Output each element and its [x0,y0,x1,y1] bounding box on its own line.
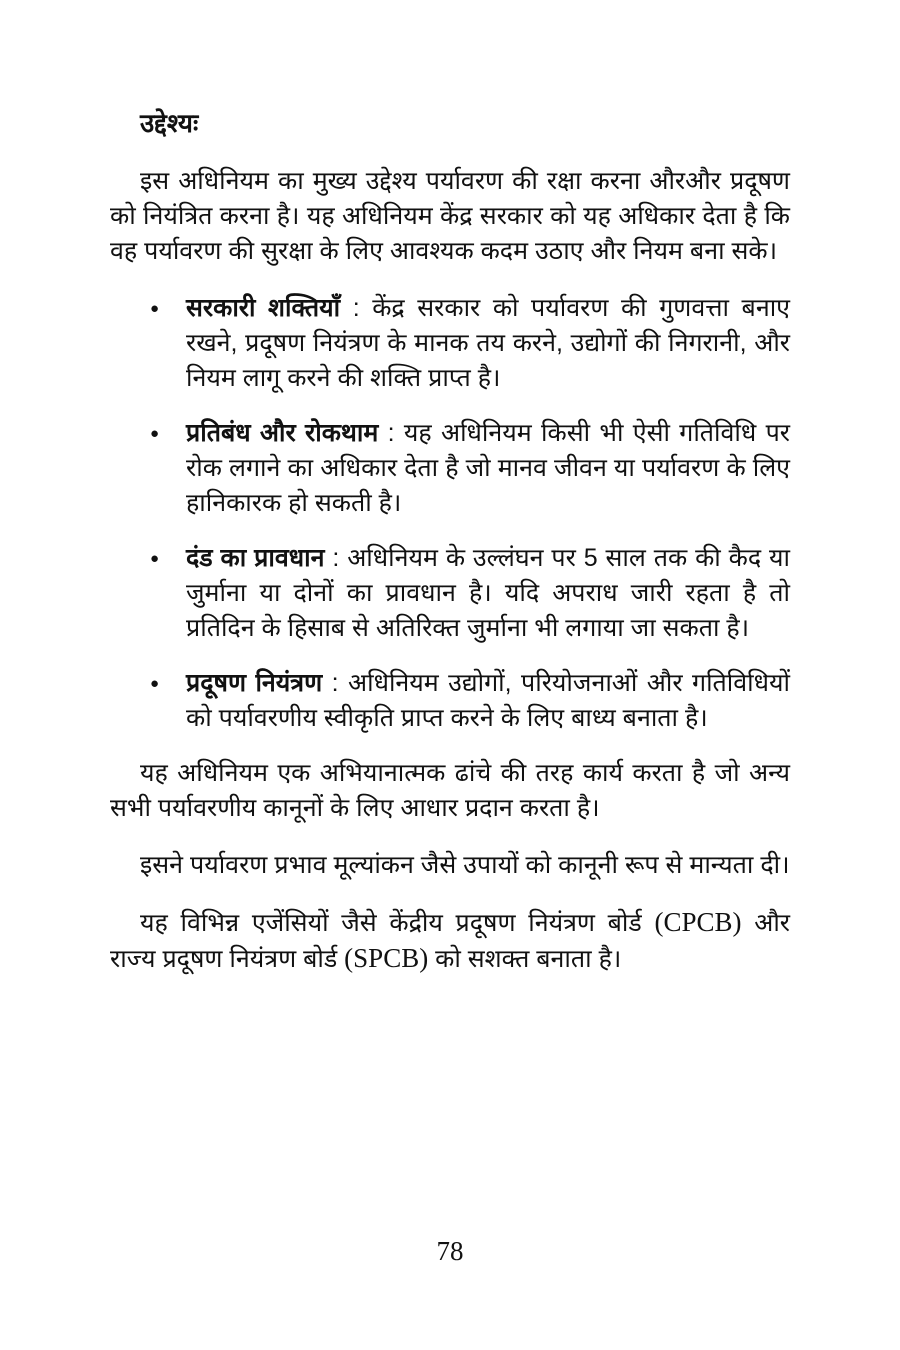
closing-text: और राज्य प्रदूषण नियंत्रण बोर्ड [110,909,790,973]
bullet-text: अधिनियम उद्योगों, परियोजनाओं और गतिविधियों को पर्यावरणीय स्वीकृति प्राप्त करने के लिए बाध्य बनाता है। [186,669,791,732]
body-paragraph: इसने पर्यावरण प्रभाव मूल्यांकन जैसे उपायों को कानूनी रूप से मान्यता दी। [140,851,790,879]
page-content [110,106,790,999]
bullet-separator: : [324,544,348,572]
bullet-term: दंड का प्रावधान [186,544,325,572]
spcb-abbreviation: (SPCB) [344,943,429,973]
bullet-icon: ● [150,675,160,692]
bullet-text: अधिनियम के उल्लंघन पर 5 साल तक की कैद या जुर्माना या दोनों का प्रावधान है। यदि अपराध जारी रहता है तो प्रतिदिन के हिसाब से अतिरिक्त जुर्माना भी लगाया जा सकता है। [186,544,790,642]
closing-paragraph [110,905,790,977]
bullet-separator: : [378,419,404,447]
bullet-term: प्रतिबंध और रोकथाम [186,419,379,447]
bullet-icon: ● [150,300,160,317]
intro-paragraph: इस अधिनियम का मुख्य उद्देश्य पर्यावरण की रक्षा करना औरऔर प्रदूषण को नियंत्रित करना है। यह अधिनियम केंद्र सरकार को यह अधिकार देता है कि वह पर्यावरण की सुरक्षा के लिए आवश्यक कदम उठाए और नियम बना सके। [110,167,790,265]
list-item [110,541,790,646]
closing-text: को सशक्त बनाता है। [428,945,622,973]
bullet-separator: : [340,294,373,322]
bullet-term: प्रदूषण नियंत्रण [186,669,323,697]
bullet-text: यह अधिनियम किसी भी ऐसी गतिविधि पर रोक लगाने का अधिकार देता है जो मानव जीवन या पर्यावरण के लिए हानिकारक हो सकती है। [186,419,791,517]
bullet-icon: ● [150,550,160,567]
closing-text: यह विभिन्न एजेंसियों जैसे केंद्रीय प्रदूषण नियंत्रण बोर्ड [140,909,655,937]
list-item [110,291,790,396]
page-number: 78 [436,1236,464,1266]
list-item [110,666,790,736]
bullet-icon: ● [150,425,160,442]
section-heading: उद्देश्यः [140,108,199,138]
cpcb-abbreviation: (CPCB) [654,907,742,937]
bullet-list [110,291,790,736]
body-paragraph: यह अधिनियम एक अभियानात्मक ढांचे की तरह कार्य करता है जो अन्य सभी पर्यावरणीय कानूनों के लिए आधार प्रदान करता है। [110,759,790,822]
bullet-term: सरकारी शक्तियाँ [186,294,341,322]
list-item [110,416,790,521]
bullet-separator: : [322,669,348,697]
bullet-text: केंद्र सरकार को पर्यावरण की गुणवत्ता बनाए रखने, प्रदूषण नियंत्रण के मानक तय करने, उद्योगों की निगरानी, और नियम लागू करने की शक्ति प्राप्त है। [186,294,791,392]
